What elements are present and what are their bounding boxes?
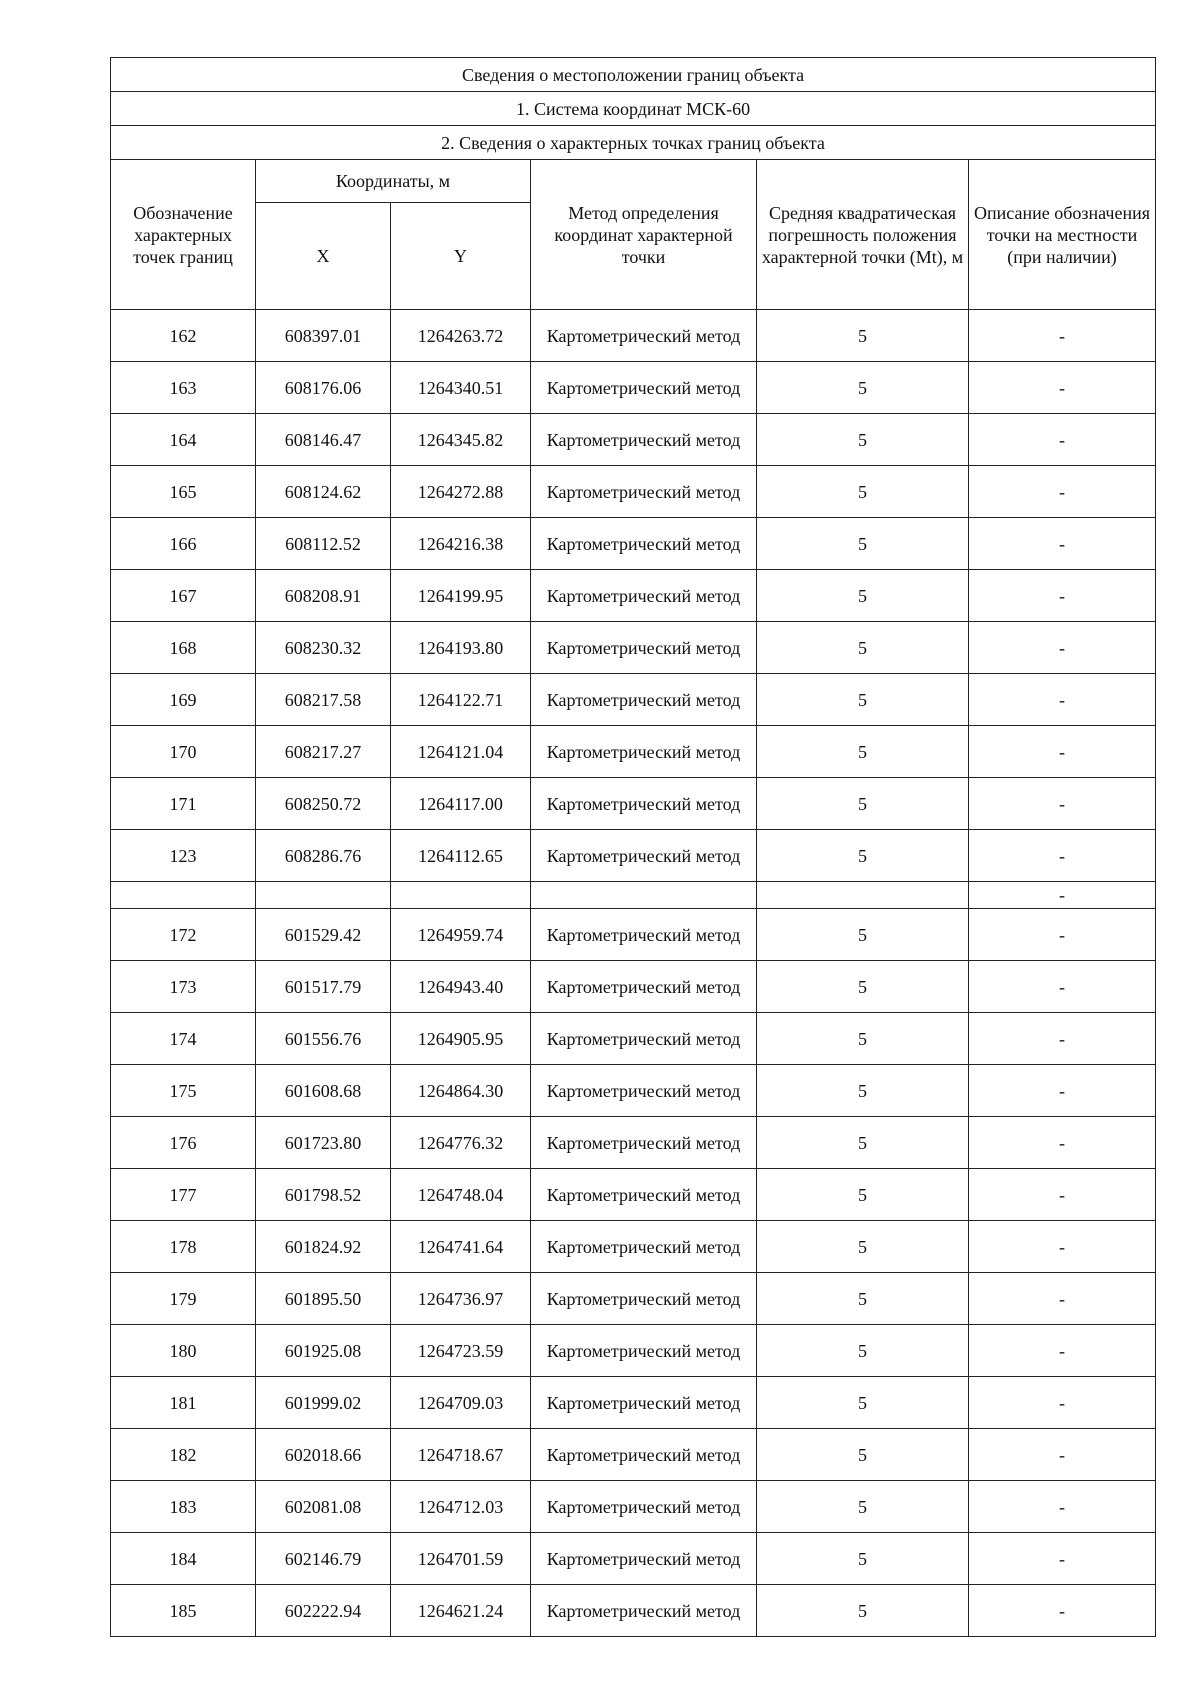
table-row [111,1273,1156,1325]
y-coordinate-cell: 1264122.71 [391,674,531,726]
point-cell: 123 [111,830,256,882]
method-cell: Картометрический метод [531,362,757,414]
method-cell: Картометрический метод [531,414,757,466]
error-cell: 5 [757,1117,969,1169]
description-cell: - [969,1377,1156,1429]
description-cell: - [969,1065,1156,1117]
error-cell: 5 [757,1377,969,1429]
method-cell: Картометрический метод [531,518,757,570]
x-coordinate-cell [256,882,391,909]
table-row [111,961,1156,1013]
point-cell: 185 [111,1585,256,1637]
error-cell: 5 [757,1533,969,1585]
description-cell: - [969,1429,1156,1481]
error-cell: 5 [757,1429,969,1481]
table-row [111,622,1156,674]
description-cell: - [969,909,1156,961]
table-row [111,1585,1156,1637]
error-cell: 5 [757,310,969,362]
y-coordinate-cell: 1264193.80 [391,622,531,674]
point-cell: 171 [111,778,256,830]
description-cell: - [969,1169,1156,1221]
table-row [111,466,1156,518]
point-cell: 184 [111,1533,256,1585]
error-cell: 5 [757,1325,969,1377]
table-row [111,1065,1156,1117]
description-cell: - [969,362,1156,414]
table-row [111,674,1156,726]
error-cell: 5 [757,518,969,570]
y-coordinate-cell: 1264905.95 [391,1013,531,1065]
point-cell: 168 [111,622,256,674]
error-cell: 5 [757,414,969,466]
method-cell: Картометрический метод [531,909,757,961]
point-cell: 173 [111,961,256,1013]
header-coordinates: Координаты, м [256,160,531,203]
method-cell: Картометрический метод [531,726,757,778]
method-cell: Картометрический метод [531,1377,757,1429]
x-coordinate-cell: 601556.76 [256,1013,391,1065]
point-cell: 166 [111,518,256,570]
description-cell: - [969,1273,1156,1325]
y-coordinate-cell [391,882,531,909]
table-row [111,1533,1156,1585]
point-cell: 169 [111,674,256,726]
description-cell: - [969,778,1156,830]
points-section-title: 2. Сведения о характерных точках границ объекта [111,126,1156,160]
x-coordinate-cell: 608208.91 [256,570,391,622]
method-cell: Картометрический метод [531,1117,757,1169]
header-y: Y [391,203,531,310]
error-cell: 5 [757,674,969,726]
header-method: Метод определения координат характерной точки [531,160,757,310]
table-row [111,1169,1156,1221]
x-coordinate-cell: 601798.52 [256,1169,391,1221]
coordinate-system-title: 1. Система координат МСК-60 [111,92,1156,126]
method-cell: Картометрический метод [531,1585,757,1637]
description-cell: - [969,726,1156,778]
error-cell: 5 [757,909,969,961]
error-cell: 5 [757,778,969,830]
description-cell: - [969,1481,1156,1533]
x-coordinate-cell: 608112.52 [256,518,391,570]
method-cell: Картометрический метод [531,1221,757,1273]
error-cell: 5 [757,961,969,1013]
error-cell: 5 [757,362,969,414]
point-cell: 165 [111,466,256,518]
table-row [111,882,1156,909]
y-coordinate-cell: 1264741.64 [391,1221,531,1273]
table-row [111,778,1156,830]
description-cell: - [969,1221,1156,1273]
description-cell: - [969,882,1156,909]
error-cell: 5 [757,1221,969,1273]
error-cell: 5 [757,830,969,882]
error-cell: 5 [757,622,969,674]
x-coordinate-cell: 601723.80 [256,1117,391,1169]
x-coordinate-cell: 601529.42 [256,909,391,961]
error-cell: 5 [757,1585,969,1637]
description-cell: - [969,961,1156,1013]
point-cell: 182 [111,1429,256,1481]
point-cell: 178 [111,1221,256,1273]
x-coordinate-cell: 602018.66 [256,1429,391,1481]
table-row [111,518,1156,570]
method-cell: Картометрический метод [531,466,757,518]
description-cell: - [969,570,1156,622]
x-coordinate-cell: 608124.62 [256,466,391,518]
method-cell: Картометрический метод [531,778,757,830]
y-coordinate-cell: 1264112.65 [391,830,531,882]
point-cell: 170 [111,726,256,778]
point-cell: 175 [111,1065,256,1117]
x-coordinate-cell: 608397.01 [256,310,391,362]
y-coordinate-cell: 1264216.38 [391,518,531,570]
error-cell: 5 [757,1481,969,1533]
x-coordinate-cell: 601925.08 [256,1325,391,1377]
point-cell: 181 [111,1377,256,1429]
point-cell: 179 [111,1273,256,1325]
x-coordinate-cell: 602222.94 [256,1585,391,1637]
method-cell: Картометрический метод [531,570,757,622]
table-row [111,830,1156,882]
point-cell: 176 [111,1117,256,1169]
method-cell [531,882,757,909]
point-cell: 164 [111,414,256,466]
x-coordinate-cell: 608217.58 [256,674,391,726]
table-row [111,909,1156,961]
description-cell: - [969,310,1156,362]
point-cell: 183 [111,1481,256,1533]
error-cell: 5 [757,466,969,518]
x-coordinate-cell: 601999.02 [256,1377,391,1429]
description-cell: - [969,1585,1156,1637]
x-coordinate-cell: 608230.32 [256,622,391,674]
y-coordinate-cell: 1264272.88 [391,466,531,518]
x-coordinate-cell: 601895.50 [256,1273,391,1325]
y-coordinate-cell: 1264345.82 [391,414,531,466]
x-coordinate-cell: 608176.06 [256,362,391,414]
y-coordinate-cell: 1264723.59 [391,1325,531,1377]
x-coordinate-cell: 608286.76 [256,830,391,882]
method-cell: Картометрический метод [531,1273,757,1325]
method-cell: Картометрический метод [531,830,757,882]
table-row [111,1013,1156,1065]
method-cell: Картометрический метод [531,674,757,726]
point-cell: 162 [111,310,256,362]
x-coordinate-cell: 601517.79 [256,961,391,1013]
method-cell: Картометрический метод [531,1013,757,1065]
description-cell: - [969,1325,1156,1377]
point-cell: 167 [111,570,256,622]
y-coordinate-cell: 1264121.04 [391,726,531,778]
method-cell: Картометрический метод [531,1169,757,1221]
y-coordinate-cell: 1264709.03 [391,1377,531,1429]
table-row [111,1377,1156,1429]
y-coordinate-cell: 1264943.40 [391,961,531,1013]
table-row [111,1117,1156,1169]
table-row [111,1325,1156,1377]
point-cell: 172 [111,909,256,961]
header-error: Средняя квадратическая погрешность положения характерной точки (Mt), м [757,160,969,310]
x-coordinate-cell: 608217.27 [256,726,391,778]
table-body [111,310,1156,1637]
description-cell: - [969,1013,1156,1065]
description-cell: - [969,1533,1156,1585]
method-cell: Картометрический метод [531,961,757,1013]
method-cell: Картометрический метод [531,1065,757,1117]
table-row [111,726,1156,778]
y-coordinate-cell: 1264776.32 [391,1117,531,1169]
point-cell: 174 [111,1013,256,1065]
error-cell: 5 [757,1169,969,1221]
method-cell: Картометрический метод [531,622,757,674]
method-cell: Картометрический метод [531,1325,757,1377]
y-coordinate-cell: 1264864.30 [391,1065,531,1117]
table-row [111,310,1156,362]
header-point: Обозначение характерных точек границ [111,160,256,310]
header-description: Описание обозначения точки на местности (при наличии) [969,160,1156,310]
description-cell: - [969,518,1156,570]
description-cell: - [969,622,1156,674]
table-row [111,362,1156,414]
error-cell: 5 [757,726,969,778]
description-cell: - [969,466,1156,518]
method-cell: Картометрический метод [531,310,757,362]
description-cell: - [969,414,1156,466]
y-coordinate-cell: 1264736.97 [391,1273,531,1325]
method-cell: Картометрический метод [531,1429,757,1481]
y-coordinate-cell: 1264748.04 [391,1169,531,1221]
point-cell [111,882,256,909]
error-cell: 5 [757,1273,969,1325]
y-coordinate-cell: 1264718.67 [391,1429,531,1481]
point-cell: 180 [111,1325,256,1377]
method-cell: Картометрический метод [531,1533,757,1585]
x-coordinate-cell: 608250.72 [256,778,391,830]
table-row [111,570,1156,622]
x-coordinate-cell: 602146.79 [256,1533,391,1585]
x-coordinate-cell: 608146.47 [256,414,391,466]
x-coordinate-cell: 601824.92 [256,1221,391,1273]
point-cell: 163 [111,362,256,414]
y-coordinate-cell: 1264340.51 [391,362,531,414]
error-cell: 5 [757,570,969,622]
x-coordinate-cell: 601608.68 [256,1065,391,1117]
boundary-points-table [110,57,1156,1637]
y-coordinate-cell: 1264959.74 [391,909,531,961]
point-cell: 177 [111,1169,256,1221]
y-coordinate-cell: 1264621.24 [391,1585,531,1637]
table-row [111,1221,1156,1273]
method-cell: Картометрический метод [531,1481,757,1533]
error-cell [757,882,969,909]
description-cell: - [969,830,1156,882]
table-row [111,414,1156,466]
error-cell: 5 [757,1065,969,1117]
table-row [111,1481,1156,1533]
error-cell: 5 [757,1013,969,1065]
description-cell: - [969,674,1156,726]
y-coordinate-cell: 1264199.95 [391,570,531,622]
document-page [110,57,1155,1637]
document-title: Сведения о местоположении границ объекта [111,58,1156,92]
x-coordinate-cell: 602081.08 [256,1481,391,1533]
y-coordinate-cell: 1264117.00 [391,778,531,830]
header-x: X [256,203,391,310]
y-coordinate-cell: 1264701.59 [391,1533,531,1585]
description-cell: - [969,1117,1156,1169]
table-row [111,1429,1156,1481]
y-coordinate-cell: 1264263.72 [391,310,531,362]
y-coordinate-cell: 1264712.03 [391,1481,531,1533]
